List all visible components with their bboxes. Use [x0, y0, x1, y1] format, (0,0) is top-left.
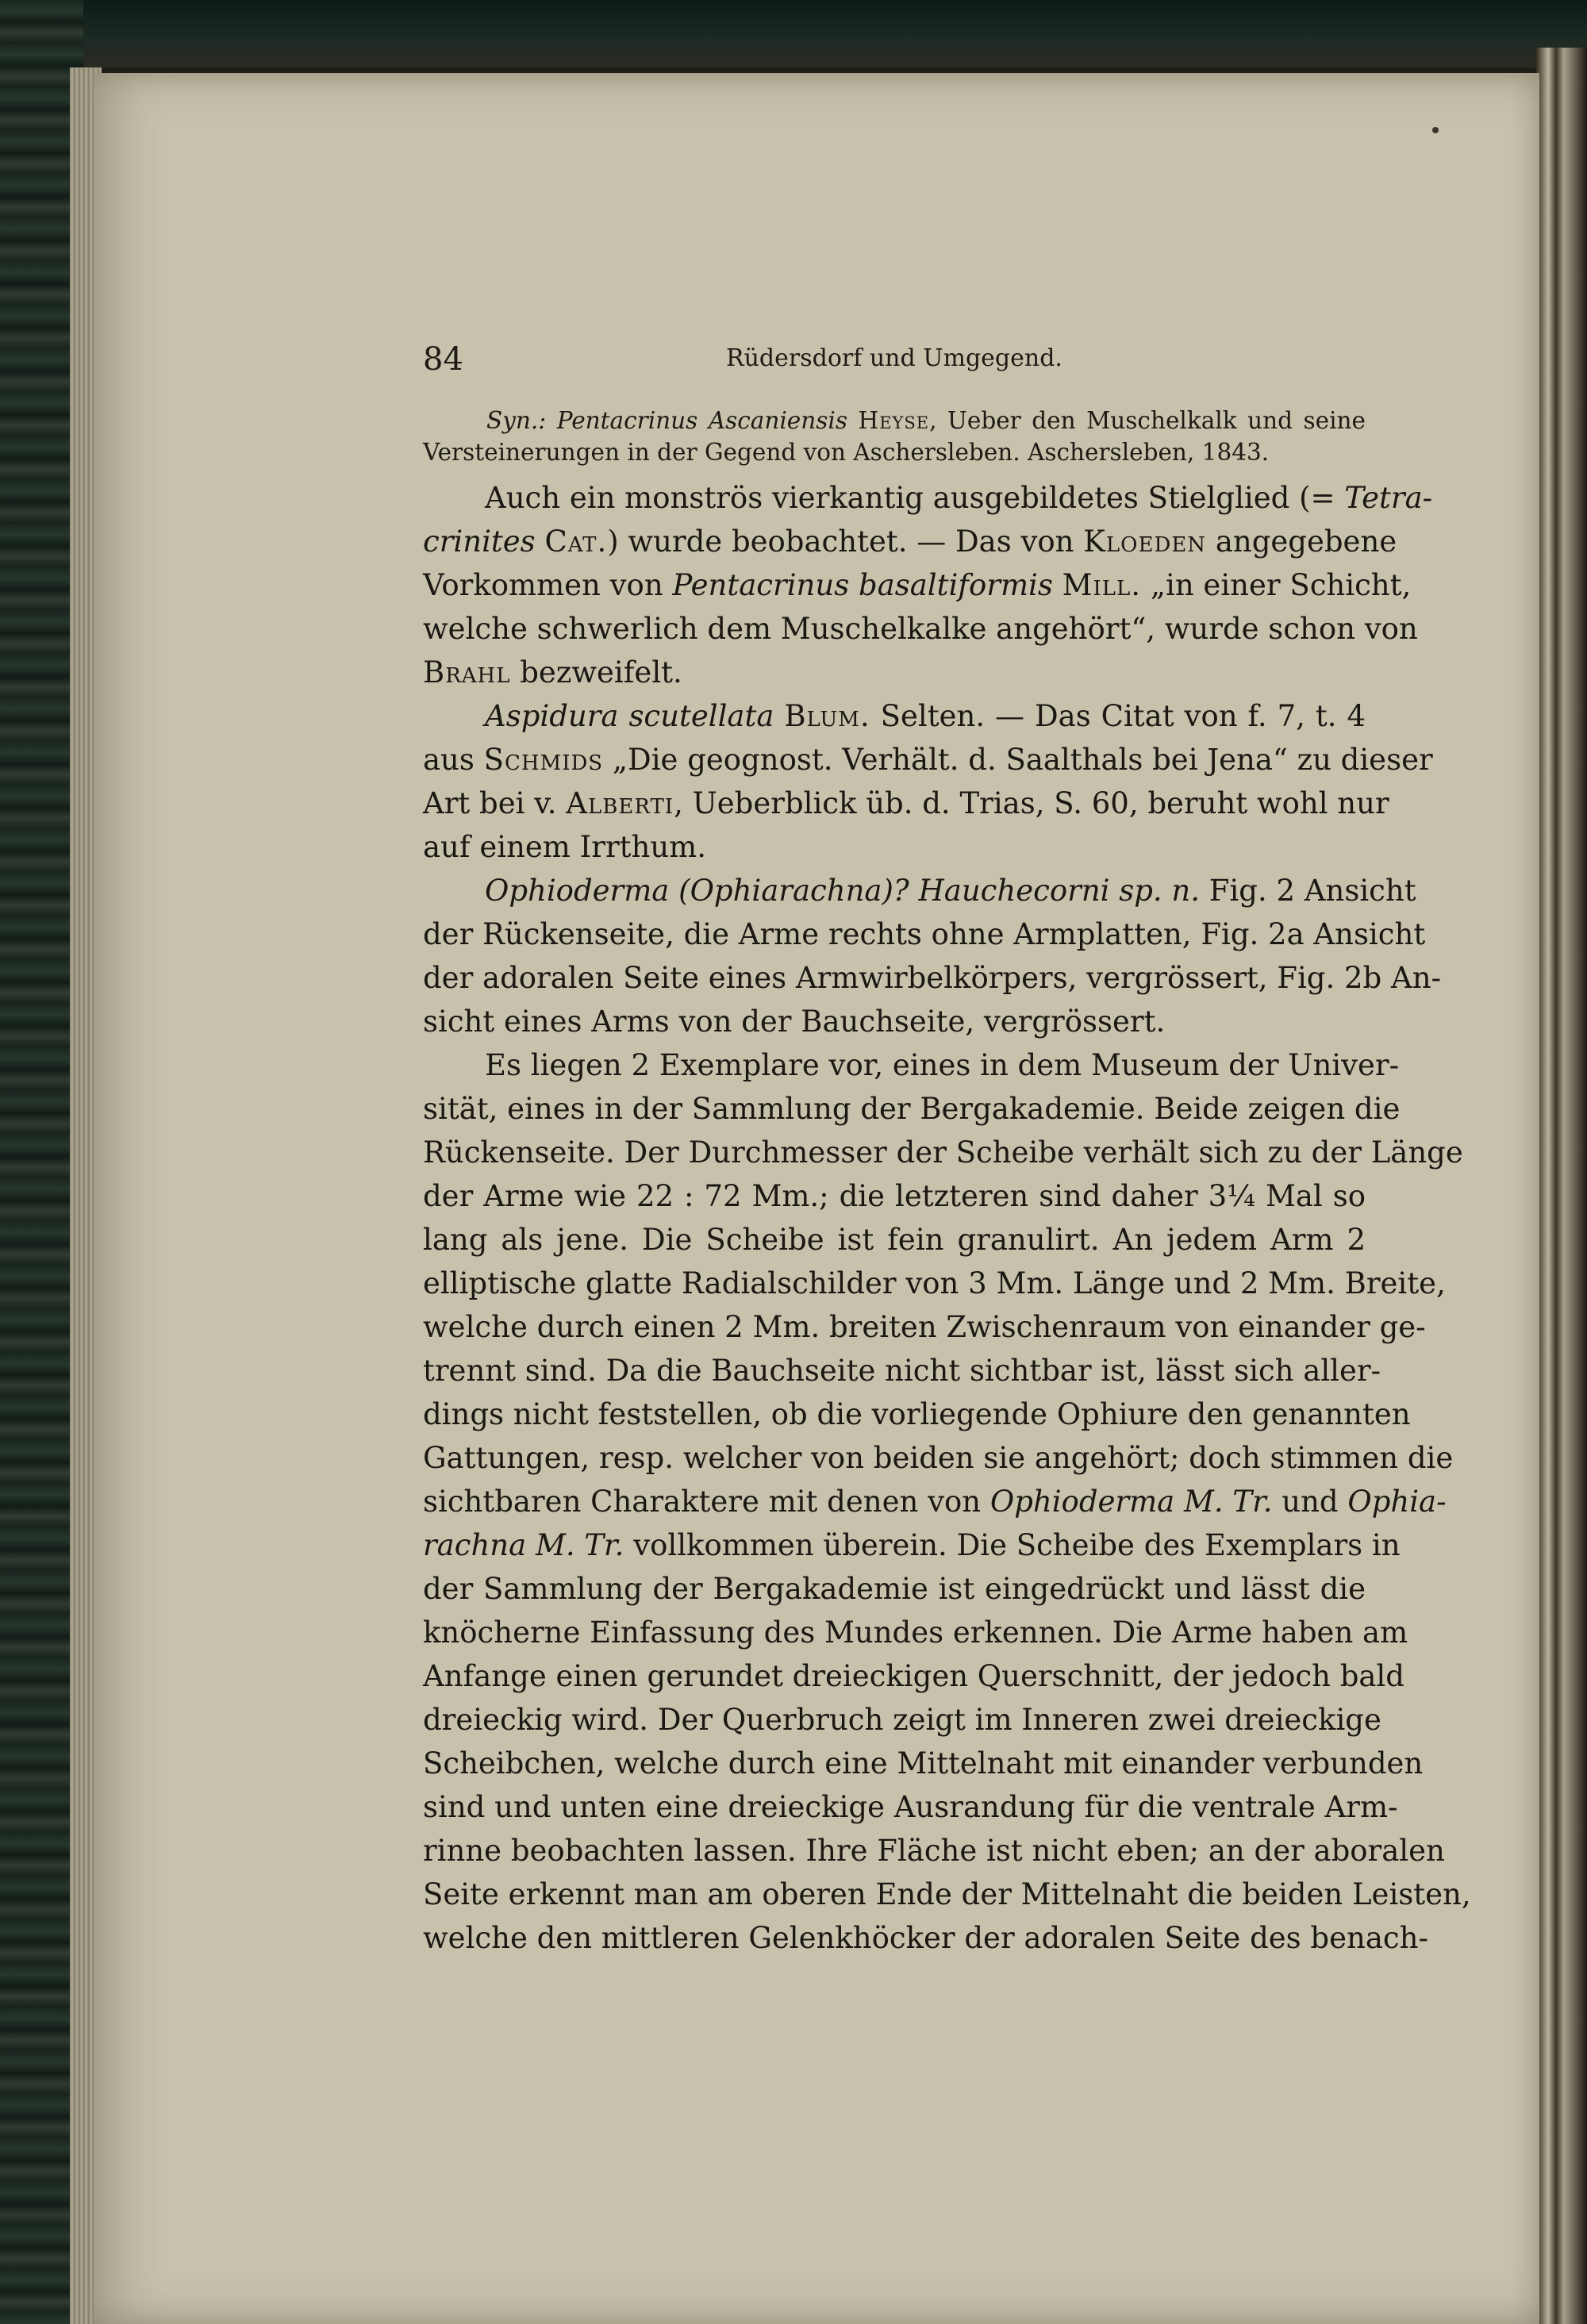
text-line: Gattungen, resp. welcher von beiden sie angehört; doch stimmen die	[423, 1441, 1454, 1475]
right-page-edge	[1535, 48, 1587, 2324]
paragraph	[423, 869, 1442, 1043]
text-line: dings nicht feststellen, ob die vorliegende Ophiure den genannten	[423, 1397, 1411, 1431]
text-line: auf einem Irrthum.	[423, 830, 707, 864]
body-text	[423, 476, 1471, 1960]
text-line: elliptische glatte Radialschilder von 3 Mm. Länge und 2 Mm. Breite,	[423, 1266, 1446, 1300]
text-line: Seite erkennt man am oberen Ende der Mittelnaht die beiden Leisten,	[423, 1877, 1471, 1911]
text-line: dreieckig wird. Der Querbruch zeigt im Inneren zwei dreieckige	[423, 1703, 1381, 1737]
text-line: Auch ein monströs vierkantig ausgebildetes Stielglied (= Tetra-	[485, 481, 1433, 515]
text-line: Ophioderma (Ophiarachna)? Hauchecorni sp. n. Fig. 2 Ansicht	[485, 874, 1416, 908]
text-line: knöcherne Einfassung des Mundes erkennen. Die Arme haben am	[423, 1615, 1408, 1650]
text-line: aus Schmids „Die geognost. Verhält. d. Saalthals bei Jena“ zu dieser	[423, 743, 1433, 777]
text-line: lang als jene. Die Scheibe ist fein granulirt. An jedem Arm 2	[423, 1223, 1366, 1257]
text-line: Vorkommen von Pentacrinus basaltiformis Mill. „in einer Schicht,	[423, 568, 1412, 602]
syn-label: Syn.:	[486, 407, 547, 434]
text-line: welche den mittleren Gelenkhöcker der adoralen Seite des benach-	[423, 1921, 1428, 1955]
paragraph	[423, 476, 1433, 694]
text-line: crinites Cat.) wurde beobachtet. — Das von Kloeden angegebene	[423, 524, 1397, 559]
text-line: Aspidura scutellata Blum. Selten. — Das Citat von f. 7, t. 4	[485, 699, 1366, 733]
page-number: 84	[423, 341, 463, 378]
paragraph	[423, 694, 1433, 869]
text-line: trennt sind. Da die Bauchseite nicht sichtbar ist, lässt sich aller-	[423, 1354, 1381, 1388]
text-line: welche durch einen 2 Mm. breiten Zwischenraum von einander ge-	[423, 1310, 1426, 1344]
text-line: Scheibchen, welche durch eine Mittelnaht mit einander verbunden	[423, 1746, 1424, 1780]
synonym-note	[423, 405, 1366, 468]
text-line: Anfange einen gerundet dreieckigen Querschnitt, der jedoch bald	[423, 1659, 1404, 1693]
running-head: Rüdersdorf und Umgegend.	[726, 344, 1062, 372]
text-line: welche schwerlich dem Muschelkalke angehört“, wurde schon von	[423, 612, 1418, 646]
book-cover-top	[0, 0, 1587, 67]
text-line: sind und unten eine dreieckige Ausrandung für die ventrale Arm-	[423, 1790, 1398, 1824]
text-line: sichtbaren Charaktere mit denen von Ophioderma M. Tr. und Ophia-	[423, 1485, 1447, 1519]
page-header	[423, 341, 1366, 381]
ink-spot	[1432, 127, 1439, 133]
text-line: sicht eines Arms von der Bauchseite, vergrössert.	[423, 1005, 1166, 1039]
syn-author: Heyse	[858, 407, 930, 434]
text-line: der adoralen Seite eines Armwirbelkörpers, vergrössert, Fig. 2b An-	[423, 961, 1442, 995]
text-line: Es liegen 2 Exemplare vor, eines in dem Museum der Univer-	[485, 1048, 1400, 1082]
syn-species: Pentacrinus Ascaniensis	[556, 407, 847, 434]
text-line: der Sammlung der Bergakademie ist eingedrückt und lässt die	[423, 1572, 1366, 1606]
text-line: rachna M. Tr. vollkommen überein. Die Scheibe des Exemplars in	[423, 1528, 1401, 1562]
text-line: sität, eines in der Sammlung der Bergakademie. Beide zeigen die	[423, 1092, 1401, 1126]
paragraph	[423, 1043, 1471, 1960]
syn-text: , Ueber den Muschelkalk und seine Versteinerungen in der Gegend von Aschersleben. Aschersleben, 1843.	[423, 407, 1366, 466]
text-line: Art bei v. Alberti, Ueberblick üb. d. Trias, S. 60, beruht wohl nur	[423, 786, 1389, 820]
text-line: rinne beobachten lassen. Ihre Fläche ist nicht eben; an der aboralen	[423, 1834, 1445, 1868]
text-line: Brahl bezweifelt.	[423, 655, 682, 690]
text-line: der Rückenseite, die Arme rechts ohne Armplatten, Fig. 2a Ansicht	[423, 917, 1426, 951]
text-line: Rückenseite. Der Durchmesser der Scheibe verhält sich zu der Länge	[423, 1135, 1463, 1170]
text-line: der Arme wie 22 : 72 Mm.; die letzteren sind daher 3¼ Mal so	[423, 1179, 1366, 1213]
